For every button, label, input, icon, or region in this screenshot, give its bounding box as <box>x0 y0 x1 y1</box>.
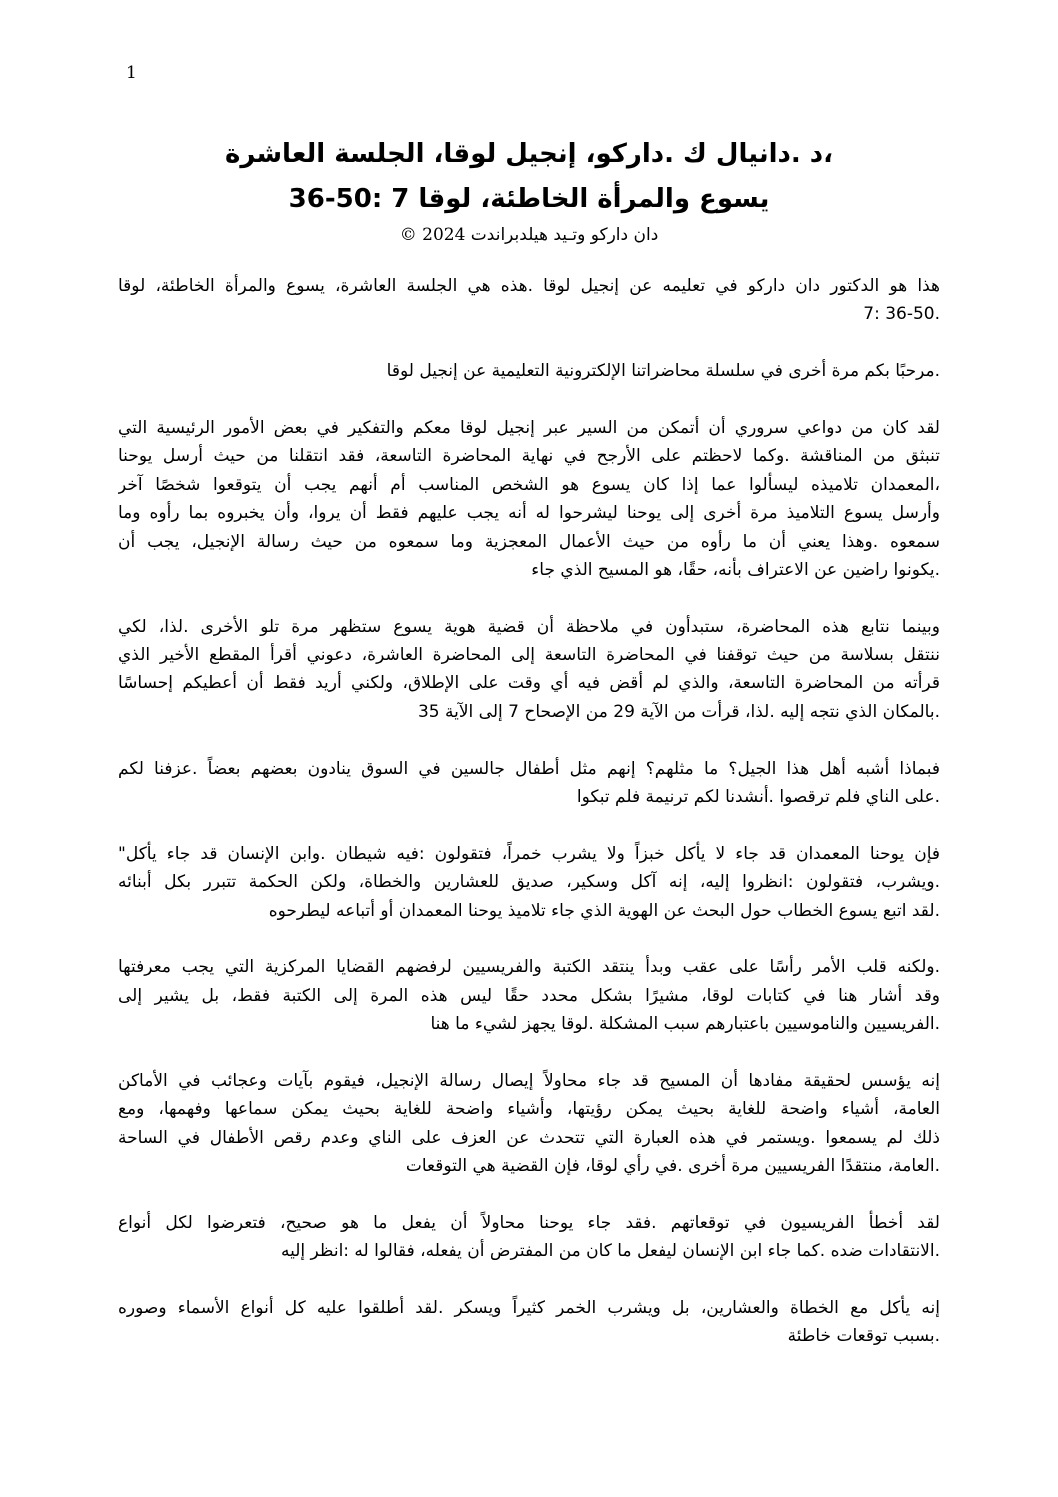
paragraph <box>118 357 940 385</box>
text-line: .يكونوا راضين عن الاعتراف بأنه، حقًا، هو المسيح الذي جاء <box>531 559 940 580</box>
text-line: وبينما نتابع هذه المحاضرة، ستبدأون في ملاحظة أن قضية هوية يسوع ستظهر مرة تلو الأخرى .لذا، لكي <box>118 616 940 637</box>
paragraph <box>118 272 940 329</box>
text-line: .مرحبًا بكم مرة أخرى في سلسلة محاضراتنا الإلكترونية التعليمية عن إنجيل لوقا <box>386 361 940 382</box>
text-line: هذا هو الدكتور دان داركو في تعليمه عن إنجيل لوقا .هذه هي الجلسة العاشرة، يسوع والمرأة الخاطئة، لوقا <box>118 276 940 296</box>
text-line: العامة، أشياء واضحة للغاية بحيث يمكن رؤيتها، وأشياء واضحة للغاية بحيث يمكن سماعها وفهمها، ومع <box>118 1099 940 1120</box>
paragraph <box>118 414 940 584</box>
text-line: .العامة، منتقدًا الفريسيين مرة أخرى .في رأي لوقا، فإن القضية هي التوقعات <box>405 1156 940 1177</box>
paragraph <box>118 1294 940 1351</box>
text-line: إنه يأكل مع الخطاة والعشارين، بل ويشرب الخمر كثيراً ويسكر .لقد أطلقوا عليه كل أنواع الأسماء وصوره <box>118 1298 940 1319</box>
text-line: سمعوه .وهذا يعني أن ما رأوه من حيث الأعمال المعجزية وما سمعوه من حيث رسالة الإنجيل، يجب أن <box>118 531 940 552</box>
text-line: .بالمكان الذي نتجه إليه .لذا، قرأت من الآية 29 من الإصحاح 7 إلى الآية 35 <box>417 701 940 722</box>
copyright-line: دان داركو وتـيد هيلدبراندت 2024 © <box>399 225 659 245</box>
text-line: وقد أشار هنا في كتابات لوقا، مشيرًا بشكل محدد حقًا ليس هذه المرة إلى الكتبة فقط، بل يشير إلى <box>118 985 940 1006</box>
text-line: .ولكنه قلب الأمر رأسًا على عقب وبدأ ينتقد الكتبة والفريسيين لرفضهم القضايا المركزية التي يجب معرفتها <box>118 957 940 978</box>
text-line: .على الناي فلم ترقصوا .أنشدنا لكم ترنيمة فلم تبكوا <box>576 787 940 808</box>
text-line: تنبثق من المناقشة .وكما لاحظتم على الأرجح في نهاية المحاضرة التاسعة، فقد انتقلنا من حيث أرسل يوحنا <box>118 446 940 467</box>
text-line: وأرسل يسوع التلاميذ مرة أخرى إلى يوحنا ليشرحوا له أنه يجب عليهم فقط أن يروا، وأن يخبروه بما رأوه وما <box>118 503 940 524</box>
text-line: ،المعمدان تلاميذه ليسألوا عما إذا كان يسوع هو الشخص المناسب أم أنهم يجب أن يتوقعوا شخصًا آخر <box>118 474 940 495</box>
document-content <box>118 0 940 1379</box>
paragraph <box>118 755 940 812</box>
text-line: لقد أخطأ الفريسيون في توقعاتهم .فقد جاء يوحنا محاولاً أن يفعل ما هو صحيح، فتعرضوا لكل أنواع <box>118 1212 940 1233</box>
document-body <box>118 272 940 1351</box>
text-line: .ويشرب، فتقولون :انظروا إليه، إنه آكل وسكير، صديق للعشارين والخطاة، ولكن الحكمة تتبرر بكل أبنائه <box>118 872 940 893</box>
paragraph <box>118 1067 940 1181</box>
text-line: .لقد اتبع يسوع الخطاب حول البحث عن الهوية الذي جاء تلاميذ يوحنا المعمدان أو أتباعه ليطرحوه <box>268 900 940 921</box>
document-title <box>118 132 940 222</box>
text-line: فبماذا أشبه أهل هذا الجيل؟ ما مثلهم؟ إنهم مثل أطفال جالسين في السوق ينادون بعضهم بعضاً .عزفنا لكم <box>118 758 940 779</box>
text-line: 7: 36-50. <box>863 304 940 325</box>
page-number: 1 <box>126 63 137 83</box>
title-line-2: يسوع والمرأة الخاطئة، لوقا 7 :50-36 <box>288 184 770 214</box>
text-line: .بسبب توقعات خاطئة <box>787 1326 940 1347</box>
text-line: .الفريسيين والناموسيين باعتبارهم سبب المشكلة .لوقا يجهز لشيء ما هنا <box>430 1014 940 1035</box>
text-line: لقد كان من دواعي سروري أن أتمكن من السير عبر إنجيل لوقا معكم والتفكير في بعض الأمور الرئيسية التي <box>118 417 940 438</box>
text-line: ننتقل بسلاسة من حيث توقفنا في المحاضرة التاسعة إلى المحاضرة العاشرة، دعوني أقرأ المقطع الأخير الذي <box>118 645 940 666</box>
paragraph <box>118 840 940 925</box>
text-line: قرأته من المحاضرة التاسعة، والذي لم أقض فيه أي وقت على الإطلاق، ولكني أريد فقط أن أعطيكم إحساسًا <box>118 673 940 694</box>
paragraph <box>118 953 940 1038</box>
paragraph <box>118 1209 940 1266</box>
text-line: ذلك لم يسمعوا .ويستمر في هذه العبارة التي تتحدث عن العزف على الناي وعدم رقص الأطفال في الساحة <box>118 1127 940 1148</box>
paragraph <box>118 613 940 727</box>
text-line: .الانتقادات ضده .كما جاء ابن الإنسان ليفعل ما كان من المفترض أن يفعله، فقالوا له :انظر إليه <box>280 1241 940 1262</box>
text-line: فإن يوحنا المعمدان قد جاء لا يأكل خبزاً ولا يشرب خمراً، فتقولون :فيه شيطان .وابن الإنسان قد جاء يأكل" <box>118 843 940 864</box>
title-line-1: ،د .دانيال ك .داركو، إنجيل لوقا، الجلسة العاشرة <box>224 139 834 169</box>
text-line: إنه يؤسس لحقيقة مفادها أن المسيح قد جاء محاولاً إيصال رسالة الإنجيل، فيقوم بآيات وعجائب في الأماكن <box>118 1070 940 1091</box>
